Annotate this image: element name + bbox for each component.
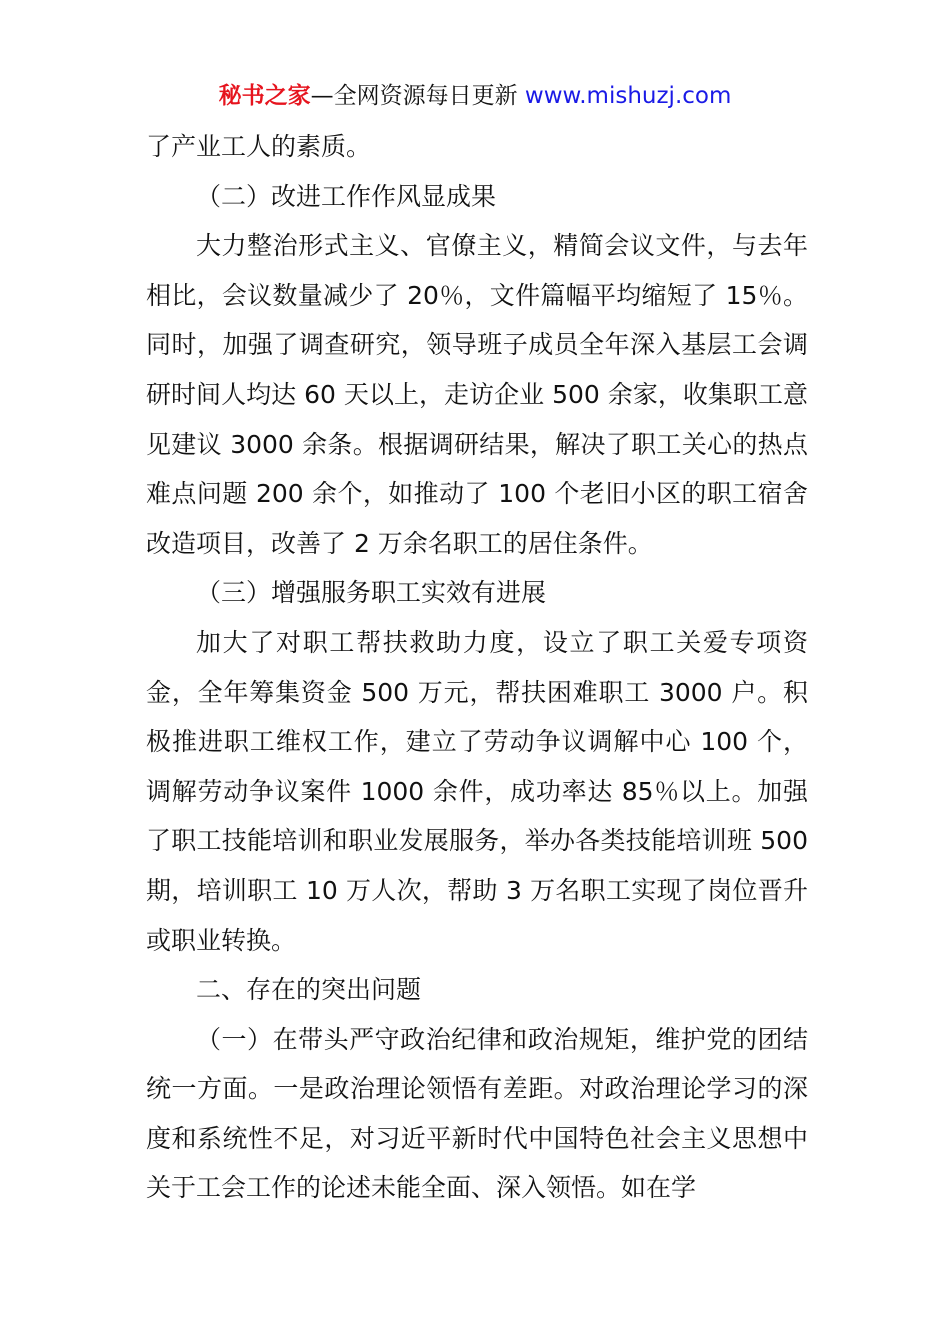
header-tagline: —全网资源每日更新 bbox=[310, 83, 518, 109]
section-heading-service-progress: （三）增强服务职工实效有进展 bbox=[196, 578, 547, 608]
paragraph-continuation: 了产业工人的素质。 bbox=[146, 132, 372, 161]
paragraph-service-results: 加大了对职工帮扶救助力度，设立了职工关爱专项资金，全年筹集资金 500 万元，帮扶困难职工 3000 户。积极推进职工维权工作，建立了劳动争议调解中心 100 个，调解劳动争议案件 1000 余件，成功率达 85％以上。加强了职工技能培训和职业发展服务，举办各类技能培训班 500 期，培训职工 10 万人次，帮助 3 万名职工实现了岗位晋升或职业转换。 bbox=[146, 627, 808, 955]
paragraph-problem-one: （一）在带头严守政治纪律和政治规矩，维护党的团结统一方面。一是政治理论领悟有差距。对政治理论学习的深度和系统性不足，对习近平新时代中国特色社会主义思想中关于工会工作的论述未能全面、深入领悟。如在学 bbox=[146, 1024, 808, 1203]
brand-name: 秘书之家 bbox=[218, 83, 311, 109]
document-body bbox=[146, 122, 808, 1213]
paragraph-style-results: 大力整治形式主义、官僚主义，精简会议文件，与去年相比，会议数量减少了 20％，文件篇幅平均缩短了 15％。同时，加强了调查研究，领导班子成员全年深入基层工会调研时间人均达 60 天以上，走访企业 500 余家，收集职工意见建议 3000 余条。根据调研结果，解决了职工关心的热点难点问题 200 余个，如推动了 100 个老旧小区的职工宿舍改造项目，改善了 2 万余名职工的居住条件。 bbox=[146, 231, 808, 558]
site-header bbox=[0, 80, 950, 112]
section-heading-improve-style: （二）改进工作作风显成果 bbox=[196, 181, 497, 211]
site-url-link[interactable]: www.mishuzj.com bbox=[524, 83, 732, 109]
section-heading-problems: 二、存在的突出问题 bbox=[196, 975, 422, 1005]
